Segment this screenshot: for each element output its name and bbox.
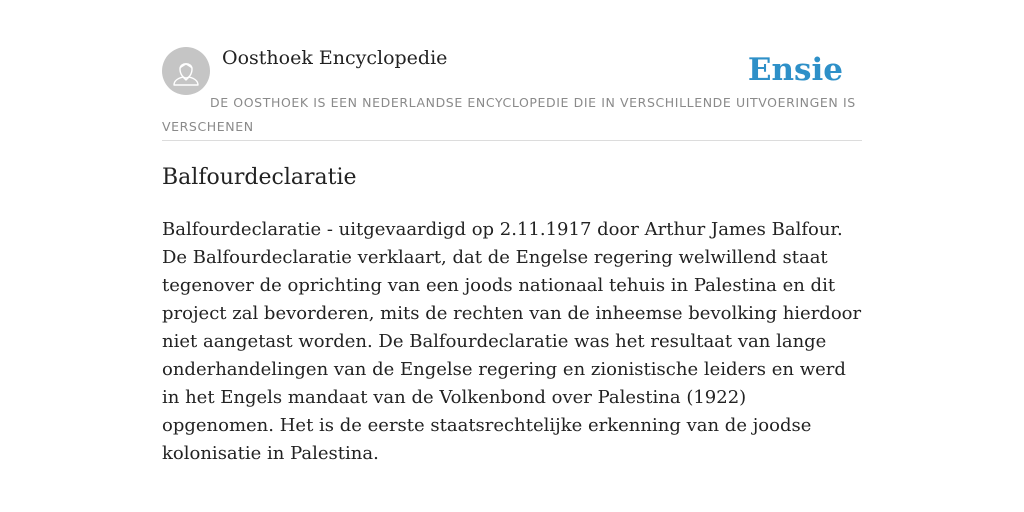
user-avatar-icon bbox=[162, 47, 210, 95]
article-body: Balfourdeclaratie - uitgevaardigd op 2.11.1917 door Arthur James Balfour. De Balfourdeclaratie verklaart, dat de Engelse regering welwillend staat tegenover de oprichting van een joods nationaal tehuis in Palestina en dit project zal bevorderen, mits de rechten van de inheemse bevolking hierdoor niet aangetast worden. De Balfourdeclaratie was het resultaat van lange onderhandelingen van de Engelse regering en zionistische leiders en werd in het Engels mandaat van de Volkenbond over Palestina (1922) opgenomen. Het is de eerste staatsrechtelijke erkenning van de joodse kolonisatie in Palestina. bbox=[162, 219, 862, 464]
publication-tagline: DE OOSTHOEK IS EEN NEDERLANDSE ENCYCLOPEDIE DIE IN VERSCHILLENDE UITVOERINGEN IS VERSCHENEN bbox=[162, 95, 856, 134]
brand-logo[interactable]: Ensie bbox=[747, 52, 843, 88]
avatar[interactable] bbox=[162, 47, 210, 95]
publication-name[interactable]: Oosthoek Encyclopedie bbox=[222, 47, 448, 69]
header bbox=[162, 46, 862, 141]
article-title: Balfourdeclaratie bbox=[162, 165, 357, 190]
